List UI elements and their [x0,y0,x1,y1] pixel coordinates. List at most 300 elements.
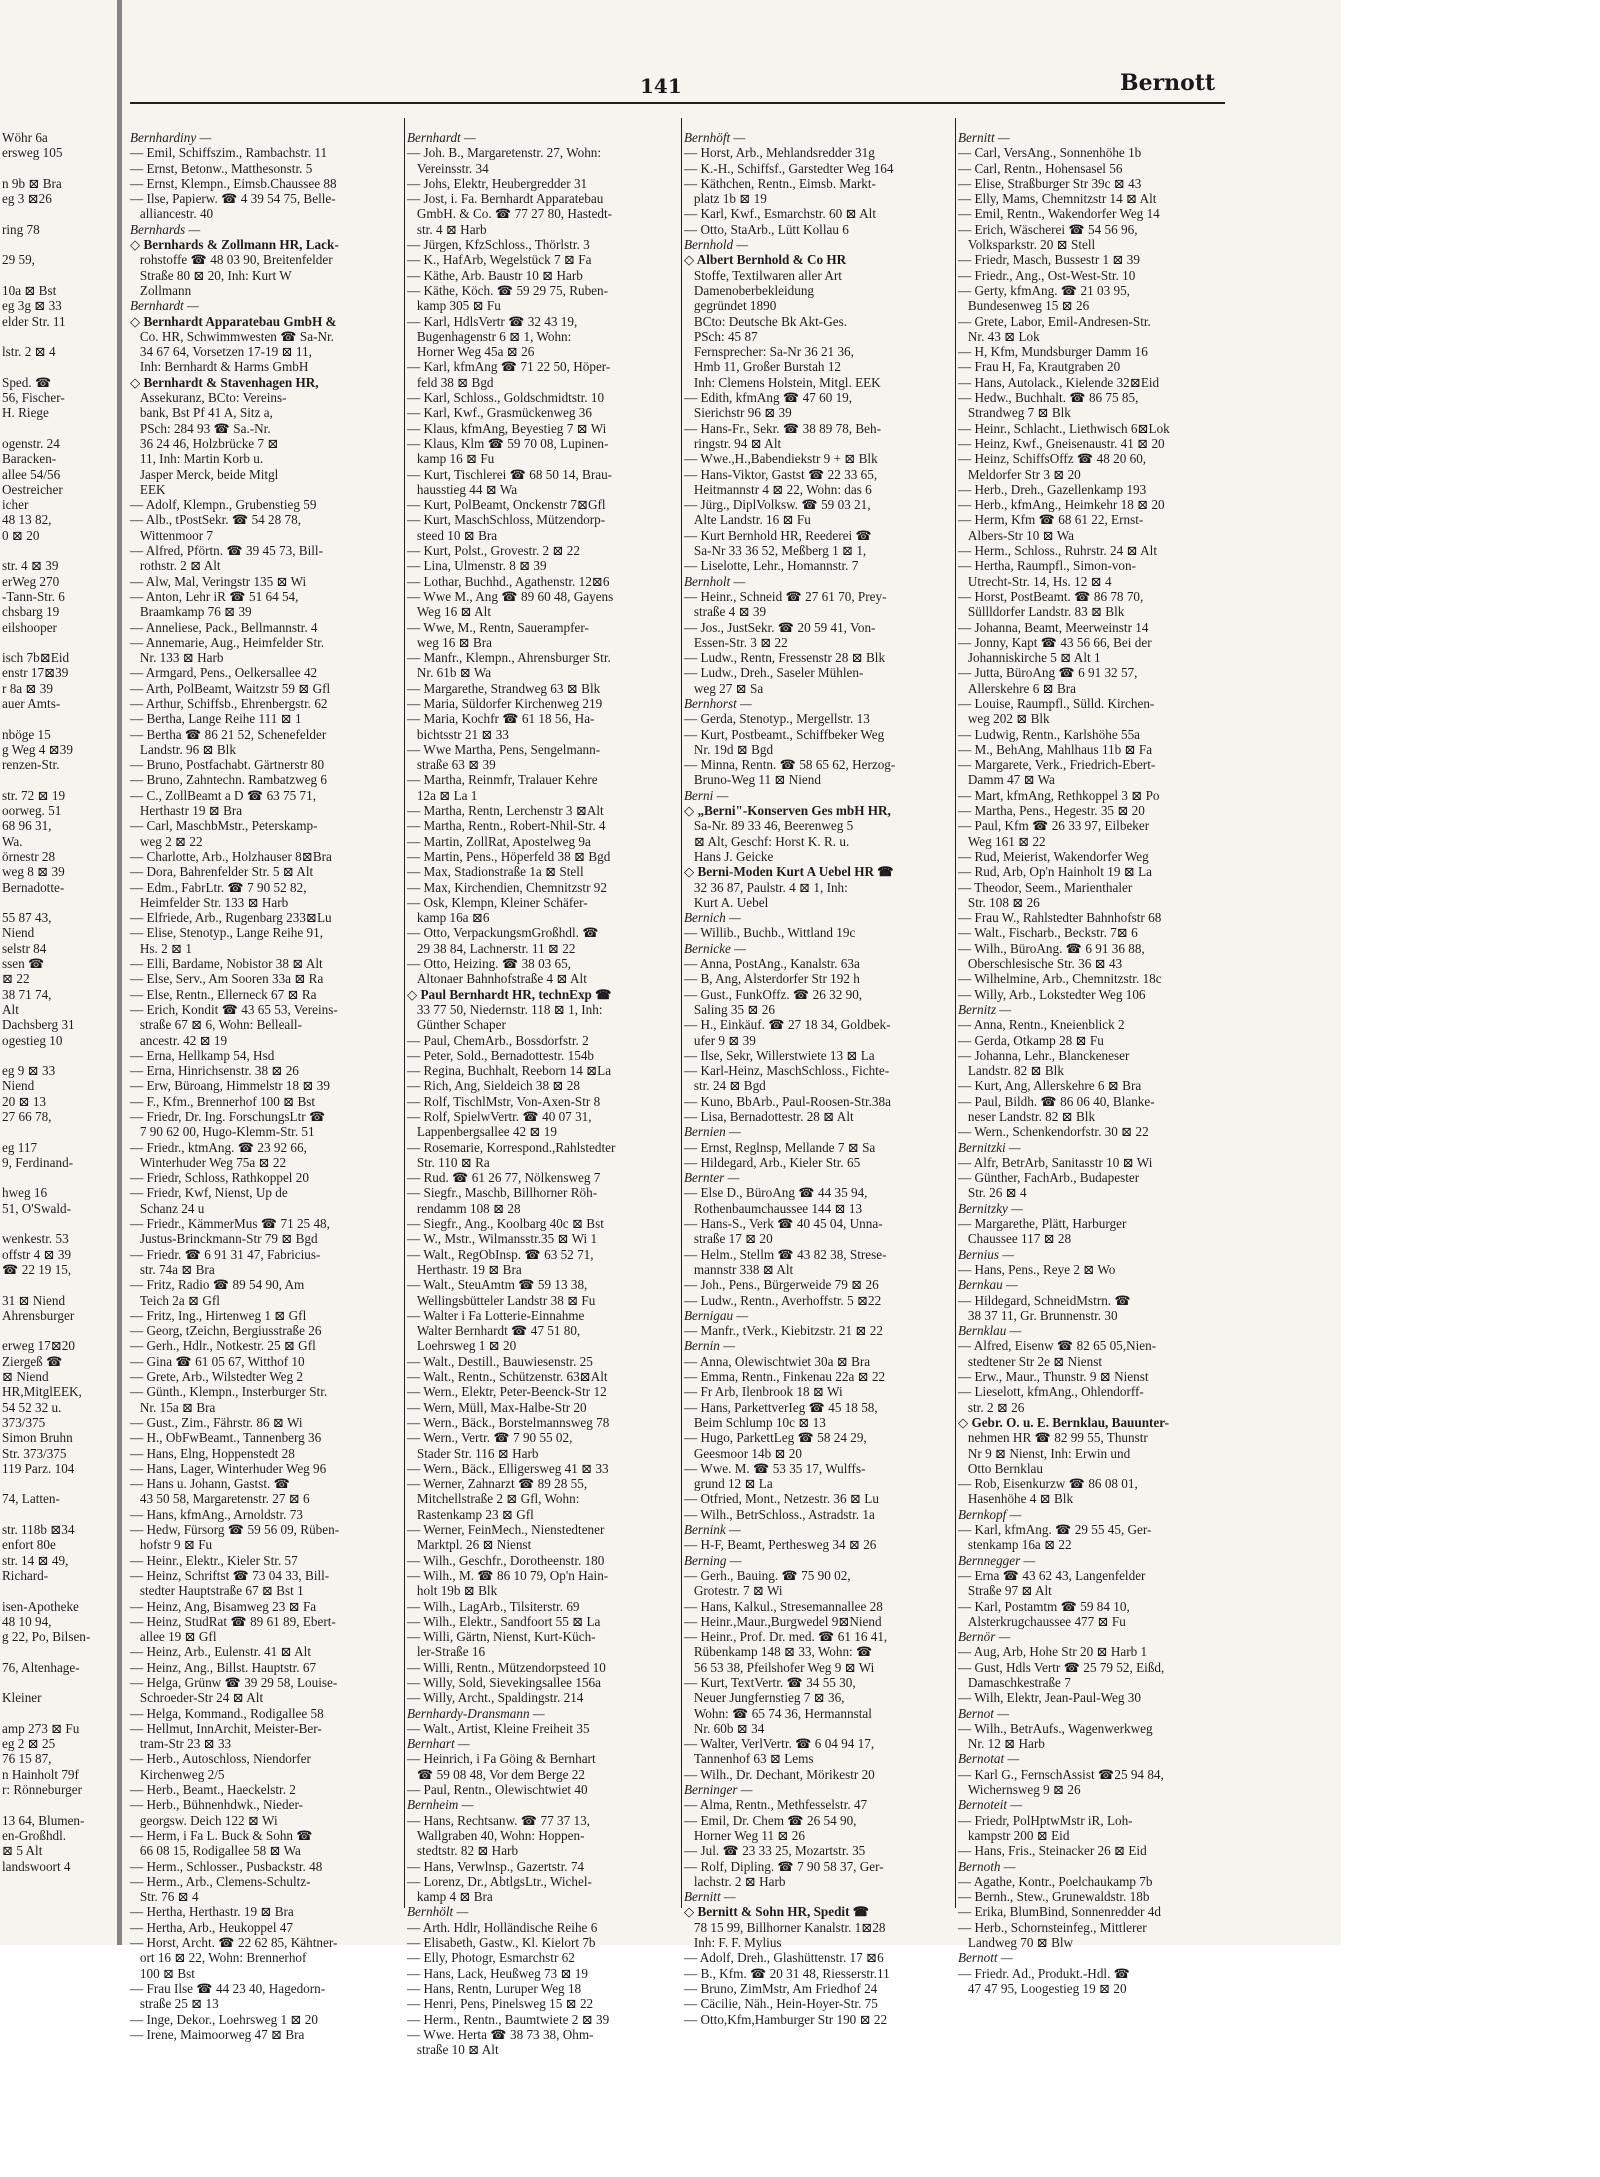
directory-line: Landstr. 82 ⊠ Blk [958,1063,1064,1079]
directory-line: — Theodor, Seem., Marienthaler [958,879,1133,895]
directory-line: Nr. 133 ⊠ Harb [130,650,224,666]
directory-line: hofstr 9 ⊠ Fu [130,1537,213,1553]
directory-line: — Martha, Reinmfr, Tralauer Kehre [407,772,598,788]
directory-line: — Walt., Artist, Kleine Freiheit 35 [407,1720,590,1736]
directory-line: — Anna, PostAng., Kanalstr. 63a [684,956,860,972]
directory-line: — Lothar, Buchhd., Agathenstr. 12⊠6 [407,573,610,589]
directory-line: Bernkau — [958,1277,1018,1293]
directory-line: ◇ Bernitt & Sohn HR, Spedit ☎ [684,1904,870,1920]
directory-line: r 8a ⊠ 39 [2,680,53,696]
directory-line: — Lisa, Bernadottestr. 28 ⊠ Alt [684,1109,854,1124]
directory-line: — Adolf, Klempn., Grubenstieg 59 [130,497,317,513]
directory-line: — Karl, kfmAng. ☎ 29 55 45, Ger- [958,1522,1152,1538]
directory-line: ◇ Bernhards & Zollmann HR, Lack- [130,237,339,253]
directory-line: 34 67 64, Vorsetzen 17-19 ⊠ 11, [130,344,312,360]
directory-line: Geesmoor 14b ⊠ 20 [684,1445,802,1461]
directory-line: stedtstr. 82 ⊠ Harb [407,1843,519,1859]
directory-line: — Johanna, Beamt, Meerweinstr 14 [958,619,1149,635]
directory-line: — Bruno, Zahntechn. Rambatzweg 6 [130,772,328,788]
directory-line: — Jürg., DiplVolksw. ☎ 59 03 21, [684,497,871,513]
directory-line: — Hertha, Herthastr. 19 ⊠ Bra [130,1904,294,1920]
directory-line: Bernkopf — [958,1506,1022,1522]
directory-line: Schroeder-Str 24 ⊠ Alt [130,1690,264,1706]
directory-line [2,895,117,910]
directory-line: — Rolf, TischlMstr, Von-Axen-Str 8 [407,1093,601,1109]
directory-line: — Charlotte, Arb., Holzhauser 8⊠Bra [130,848,332,864]
directory-line: — Anna, Rentn., Kneienblick 2 [958,1017,1125,1033]
directory-line: — Walt., Fischarb., Beckstr. 7⊠ 6 [958,925,1138,941]
directory-line: — Hans, Kalkul., Stresemannallee 28 [684,1598,883,1614]
directory-line: weg 16 ⊠ Bra [407,634,493,650]
directory-line: str. 4 ⊠ 39 [2,558,59,574]
directory-line: — Liselotte, Lehr., Homannstr. 7 [684,558,859,574]
directory-line: — Walt., RegObInsp. ☎ 63 52 71, [407,1246,594,1262]
directory-line: weg 8 ⊠ 39 [2,864,65,880]
directory-line: neser Landstr. 82 ⊠ Blk [958,1109,1096,1124]
directory-line: hausstieg 44 ⊠ Wa [407,481,518,497]
directory-line: ☎ 22 19 15, [2,1261,72,1277]
directory-line: Strandweg 7 ⊠ Blk [958,405,1071,421]
directory-line: — Karl-Heinz, MaschSchloss., Fichte- [684,1063,890,1079]
directory-line: Niend [2,1078,35,1094]
directory-line: Bernhardiny — [130,130,212,145]
directory-line: — Inge, Dekor., Loehrsweg 1 ⊠ 20 [130,2011,318,2027]
directory-line: ◇ Albert Bernhold & Co HR [684,252,847,268]
directory-line: 29 38 84, Lachnerstr. 11 ⊠ 22 [407,940,576,956]
directory-line: — Wwe.,H.,Babendiekstr 9 + ⊠ Blk [684,451,878,467]
directory-line: — Heinr., Schneid ☎ 27 61 70, Prey- [684,588,887,604]
directory-line: — Lorenz, Dr., AbtlgsLtr., Wichel- [407,1873,592,1889]
directory-line: — Friedr., KämmerMus ☎ 71 25 48, [130,1216,330,1232]
directory-line: — Wern, Müll, Max-Halbe-Str 20 [407,1399,587,1415]
directory-line: — Herb., Dreh., Gazellenkamp 193 [958,481,1147,497]
directory-line: — Aug, Arb, Hohe Str 20 ⊠ Harb 1 [958,1644,1148,1660]
directory-line: r: Rönneburger [2,1782,82,1798]
directory-line: — Adolf, Dreh., Glashüttenstr. 17 ⊠6 [684,1950,884,1966]
directory-line: — Friedr, Masch, Bussestr 1 ⊠ 39 [958,252,1140,268]
directory-line: — Ernst, Reglnsp, Mellande 7 ⊠ Sa [684,1139,876,1155]
directory-line [2,161,117,176]
directory-line: — H, Kfm, Mundsburger Damm 16 [958,344,1148,360]
directory-line: — Otto, Heizing. ☎ 38 03 65, [407,956,572,972]
directory-line: Straße 97 ⊠ Alt [958,1583,1052,1599]
directory-line: — Heinr., Elektr., Kieler Str. 57 [130,1552,298,1568]
directory-line: — Günth., Klempn., Insterburger Str. [130,1384,328,1400]
directory-line: Bernör — [958,1629,1011,1645]
directory-line: — Maria, Kochfr ☎ 61 18 56, Ha- [407,711,595,727]
directory-line: — Elise, Stenotyp., Lange Reihe 91, [130,925,324,941]
directory-line: — Herb., Bühnenhdwk., Nieder- [130,1797,303,1813]
directory-line: — Wilh., Dr. Dechant, Mörikestr 20 [684,1766,875,1782]
directory-line: — Wern., Elektr, Peter-Beenck-Str 12 [407,1384,607,1400]
directory-line: — Wilh, Elektr, Jean-Paul-Weg 30 [958,1690,1141,1706]
directory-line: — Horst, PostBeamt. ☎ 86 78 70, [958,588,1144,604]
directory-line: — Gust., Zim., Fährstr. 86 ⊠ Wi [130,1414,303,1430]
directory-line: — Hans, Elng, Hoppenstedt 28 [130,1445,295,1461]
directory-line: ⊠ 22 [2,971,30,987]
directory-line [2,329,117,344]
directory-line: — Erw., Maur., Thunstr. 9 ⊠ Nienst [958,1369,1149,1385]
directory-line: kampstr 200 ⊠ Eid [958,1827,1070,1843]
directory-line: — Kurt, PolBeamt, Onckenstr 7⊠Gfl [407,497,606,513]
directory-line: n 9b ⊠ Bra [2,175,62,191]
directory-line: — Wwe Martha, Pens, Sengelmann- [407,741,601,757]
directory-line: enfort 80e [2,1537,56,1553]
directory-line: — Alw, Mal, Veringstr 135 ⊠ Wi [130,573,307,589]
directory-line: — Wern., Schenkendorfstr. 30 ⊠ 22 [958,1124,1149,1140]
directory-line: — Georg, tZeichn, Bergiusstraße 26 [130,1323,322,1339]
directory-line: — Hans, Rechtsanw. ☎ 77 37 13, [407,1812,590,1828]
directory-line: lstr. 2 ⊠ 4 [2,344,56,360]
directory-line: Altonaer Bahnhofstraße 4 ⊠ Alt [407,971,587,987]
directory-line: 66 08 15, Rodigallee 58 ⊠ Wa [130,1843,301,1859]
directory-line: holt 19b ⊠ Blk [407,1583,498,1599]
directory-line: allee 19 ⊠ Gfl [130,1629,217,1645]
directory-line: Damaschkestraße 7 [958,1674,1071,1690]
directory-line: — Paul, Bildh. ☎ 86 06 40, Blanke- [958,1093,1155,1109]
directory-line: ◇ Berni-Moden Kurt A Uebel HR ☎ [684,864,894,880]
directory-line: Bundesenweg 15 ⊠ 26 [958,298,1090,314]
directory-line: — Wwe. M. ☎ 53 35 17, Wulffs- [684,1460,866,1476]
directory-line: Oberschlesische Str. 36 ⊠ 43 [958,956,1123,972]
directory-line: — Helga, Kommand., Rodigallee 58 [130,1705,324,1721]
directory-line: — Elise, Straßburger Str 39c ⊠ 43 [958,175,1142,191]
directory-line: Bernhardt — [407,130,476,145]
directory-line: -Tann-Str. 6 [2,588,65,604]
directory-line: Bernott — [958,1950,1013,1966]
directory-line: Heitmannstr 4 ⊠ 22, Wohn: das 6 [684,481,872,497]
directory-line: — Walt., Destill., Bauwiesenstr. 25 [407,1353,593,1369]
directory-line: nböge 15 [2,726,51,742]
directory-line [2,1644,117,1659]
previous-page-edge [117,0,122,1945]
directory-line: ◇ Paul Bernhardt HR, technExp ☎ [407,986,612,1002]
directory-line: — Friedr, PolHptwMstr iR, Loh- [958,1812,1133,1828]
directory-line: kamp 16 ⊠ Fu [407,451,495,467]
directory-line: ersweg 105 [2,145,63,161]
directory-line: eg 9 ⊠ 33 [2,1063,56,1079]
directory-line: 12a ⊠ La 1 [407,787,478,803]
directory-line: H. Riege [2,405,49,421]
directory-line: Bernhardt — [130,298,199,314]
directory-line: — Walt., Rentn., Schützenstr. 63⊠Alt [407,1369,608,1385]
header-rule [130,102,1225,104]
directory-line: — Kuno, BbArb., Paul-Roosen-Str.38a [684,1093,891,1109]
directory-line: — Hans u. Johann, Gastst. ☎ [130,1476,291,1492]
directory-line: — Rolf, Dipling. ☎ 7 90 58 37, Ger- [684,1858,884,1874]
directory-line: — Wwe, M., Rentn, Sauerampfer- [407,619,589,635]
directory-line: — Karl, Postamtm ☎ 59 84 10, [958,1598,1130,1614]
directory-line: Bernitt — [684,1889,736,1905]
directory-line: Berning — [684,1552,742,1568]
directory-line: — Paul, Rentn., Olewischtwiet 40 [407,1782,588,1798]
directory-line: Mitchellstraße 2 ⊠ Gfl, Wohn: [407,1491,580,1507]
directory-line: — Friedr., Ang., Ost-West-Str. 10 [958,267,1136,283]
directory-line: straße 63 ⊠ 39 [407,757,496,773]
directory-line: Co. HR, Schwimmwesten ☎ Sa-Nr. [130,328,334,344]
directory-line: — Wilh., Geschfr., Dorotheenstr. 180 [407,1552,605,1568]
directory-line: Horner Weg 45a ⊠ 26 [407,344,535,360]
directory-line: — Hertha, Raumpfl., Simon-von- [958,558,1137,574]
directory-line: kamp 4 ⊠ Bra [407,1889,493,1905]
directory-line: Wallgraben 40, Wohn: Hoppen- [407,1827,585,1843]
directory-line: — Irene, Maimoorweg 47 ⊠ Bra [130,2026,305,2042]
directory-line: — Martin, ZollRat, Apostelweg 9a [407,833,591,849]
directory-line: Weg 16 ⊠ Alt [407,604,491,620]
directory-line: amp 273 ⊠ Fu [2,1720,80,1736]
directory-line: Str. 373/375 [2,1445,67,1461]
directory-line: platz 1b ⊠ 19 [684,191,767,207]
directory-line: Baracken- [2,451,57,467]
directory-line: Saling 35 ⊠ 26 [684,1001,775,1017]
directory-line: — Wern., Bäck., Borstelmannsweg 78 [407,1414,610,1430]
directory-line: — Ilse, Sekr, Willerstwiete 13 ⊠ La [684,1047,875,1063]
directory-line: 38 71 74, [2,986,52,1002]
directory-line: — Minna, Rentn. ☎ 58 65 62, Herzog- [684,757,896,773]
directory-line: — Heinz, SchiffsOffz ☎ 48 20 60, [958,451,1147,467]
directory-line: — Ilse, Papierw. ☎ 4 39 54 75, Belle- [130,191,336,207]
directory-line: — Siegfr., Maschb, Billhorner Röh- [407,1185,598,1201]
directory-line: icher [2,497,29,513]
directory-line: Wittenmoor 7 [130,527,213,543]
directory-line: — Otto, StaArb., Lütt Kollau 6 [684,221,849,237]
directory-line: — Wern., Bäck., Elligersweg 41 ⊠ 33 [407,1460,609,1476]
directory-line: — Arthur, Schiffsb., Ehrenbergstr. 62 [130,695,328,711]
directory-line: Marktpl. 26 ⊠ Nienst [407,1537,532,1553]
directory-line: Teich 2a ⊠ Gfl [130,1292,220,1308]
directory-line: — Rud, Arb, Op'n Hainholt 19 ⊠ La [958,864,1153,880]
directory-line: — Willi, Gärtn, Nienst, Kurt-Küch- [407,1629,596,1645]
directory-line: Bernhorst — [684,695,752,711]
directory-line: Bernien — [684,1124,741,1140]
directory-line: straße 4 ⊠ 39 [684,604,767,620]
directory-line: Bernhart — [407,1736,470,1752]
directory-line: — Maria, Süldorfer Kirchenweg 219 [407,695,603,711]
directory-line: 33 77 50, Niedernstr. 118 ⊠ 1, Inh: [407,1001,603,1017]
directory-line: 9, Ferdinand- [2,1154,74,1170]
directory-line: straße 67 ⊠ 6, Wohn: Belleall- [130,1017,302,1033]
directory-line: — Wilh., Elektr., Sandfoort 55 ⊠ La [407,1613,601,1629]
directory-line: 47 47 95, Loogestieg 19 ⊠ 20 [958,1980,1127,1996]
directory-line: Essen-Str. 3 ⊠ 22 [684,634,788,650]
directory-line: Bernot — [958,1705,1009,1721]
directory-line: — Erw, Büroang, Himmelstr 18 ⊠ 39 [130,1078,330,1094]
directory-line: — Herm., Schlosser., Pusbackstr. 48 [130,1858,323,1874]
directory-line: EEK [130,481,166,497]
directory-line: chsbarg 19 [2,604,60,620]
directory-line: 56 53 38, Pfeilshofer Weg 9 ⊠ Wi [684,1659,875,1675]
directory-line [2,1797,117,1812]
directory-line: str. 4 ⊠ Harb [407,221,487,237]
directory-line: — C., ZollBeamt a D ☎ 63 75 71, [130,787,317,803]
directory-line: ⊠ Niend [2,1369,49,1385]
directory-line: — Cäcilie, Näh., Hein-Hoyer-Str. 75 [684,1996,878,2012]
directory-line: — Elli, Bardame, Nobistor 38 ⊠ Alt [130,956,323,972]
directory-line: — Martha, Rentn., Robert-Nhil-Str. 4 [407,818,606,834]
directory-line: — Ernst, Klempn., Eimsb.Chaussee 88 [130,175,337,191]
directory-line: — Elisabeth, Gastw., Kl. Kielort 7b [407,1935,596,1951]
page-number: 141 [640,74,682,98]
directory-line [2,1507,117,1522]
directory-line: Straße 80 ⊠ 20, Inh: Kurt W [130,267,292,283]
directory-line: 68 96 31, [2,818,52,834]
directory-line [2,635,117,650]
directory-line: — Heinz, Ang, Bisamweg 23 ⊠ Fa [130,1598,317,1614]
directory-line: — Friedr., ktmAng. ☎ 23 92 66, [130,1139,307,1155]
directory-line: lachstr. 2 ⊠ Harb [684,1873,786,1889]
directory-line: rendamm 108 ⊠ 28 [407,1200,521,1216]
directory-line: — Emma, Rentn., Finkenau 22a ⊠ 22 [684,1369,886,1385]
directory-line: — Margarete, Verk., Friedrich-Ebert- [958,757,1156,773]
directory-line: kamp 305 ⊠ Fu [407,298,501,314]
directory-line: weg 202 ⊠ Blk [958,711,1050,727]
column-divider [404,118,405,1908]
directory-line: eg 3g ⊠ 33 [2,298,62,314]
directory-line: — Käthe, Arb. Baustr 10 ⊠ Harb [407,267,583,283]
directory-line [2,543,117,558]
directory-line: Alt [2,1001,19,1017]
directory-line: — Herm, i Fa L. Buck & Sohn ☎ [130,1827,313,1843]
directory-line: Hmb 11, Großer Burstah 12 [684,359,842,375]
directory-line: — Hans, Verwlnsp., Gazertstr. 74 [407,1858,585,1874]
directory-line: — Kurt, Postbeamt., Schiffbeker Weg [684,726,885,742]
directory-line: Bernigau — [684,1307,749,1323]
directory-line: — Carl, VersAng., Sonnenhöhe 1b [958,145,1142,161]
directory-column-3 [684,130,956,2027]
directory-line: — Annemarie, Aug., Heimfelder Str. [130,634,325,650]
directory-line: örnestr 28 [2,848,56,864]
directory-line: — Carl, Rentn., Hohensasel 56 [958,160,1123,176]
directory-line: georgsw. Deich 122 ⊠ Wi [130,1812,278,1828]
directory-line: g 22, Po, Bilsen- [2,1629,91,1645]
directory-line: 20 ⊠ 13 [2,1093,47,1109]
directory-line: ufer 9 ⊠ 39 [684,1032,756,1048]
directory-line: Ahrensburger [2,1307,75,1323]
directory-line: Kleiner [2,1690,42,1706]
directory-line: Wohn: ☎ 65 74 36, Hermannstal [684,1705,872,1721]
directory-line: Bernhards — [130,221,201,237]
directory-line: Herthastr 19 ⊠ Bra [130,803,243,819]
directory-line: — Willi, Rentn., Mützendorpsteed 10 [407,1659,606,1675]
directory-line: — Hertha, Arb., Heukoppel 47 [130,1919,293,1935]
directory-line: — Jutta, BüroAng ☎ 6 91 32 57, [958,665,1138,681]
directory-line: — Herb., Autoschloss, Niendorfer [130,1751,311,1767]
directory-line: — Wilh., BüroAng. ☎ 6 91 36 88, [958,940,1145,956]
directory-line: — Carl, MaschbMstr., Peterskamp- [130,818,318,834]
directory-line: 48 13 82, [2,512,52,528]
directory-line: — Kurt, MaschSchloss, Mützendorp- [407,512,606,528]
directory-line: Bernotat — [958,1751,1020,1767]
directory-line: Walter Bernhardt ☎ 47 51 80, [407,1323,581,1339]
directory-line: Neuer Jungfernstieg 7 ⊠ 36, [684,1690,845,1706]
directory-line: Oestreicher [2,481,63,497]
directory-line: — Wilh., BetrSchloss., Astradstr. 1a [684,1506,875,1522]
directory-line: — Rolf, SpielwVertr. ☎ 40 07 31, [407,1109,592,1124]
directory-line: — Gust, Hdls Vertr ☎ 25 79 52, Eißd, [958,1659,1165,1675]
directory-line: bichtsstr 21 ⊠ 33 [407,726,509,742]
directory-line: — Frau Ilse ☎ 44 23 40, Hagedorn- [130,1980,326,1996]
directory-line: bank, Bst Pf 41 A, Sitz a, [130,405,273,421]
directory-line: Nr. 12 ⊠ Harb [958,1736,1045,1752]
directory-line [2,1476,117,1491]
directory-line: — Karl, HdlsVertr ☎ 32 43 19, [407,313,578,329]
directory-line: — H., Einkäuf. ☎ 27 18 34, Goldbek- [684,1017,891,1033]
directory-line: Bernitz — [958,1001,1012,1017]
directory-line: — Willy, Archt., Spaldingstr. 214 [407,1690,584,1706]
directory-line: — Alfred, Eisenw ☎ 82 65 05,Nien- [958,1338,1157,1354]
directory-line: stedtener Str 2e ⊠ Nienst [958,1353,1102,1369]
directory-line: — Joh. B., Margaretenstr. 27, Wohn: [407,145,602,161]
directory-line: Rothenbaumchaussee 144 ⊠ 13 [684,1200,863,1216]
directory-line: g Weg 4 ⊠39 [2,741,73,757]
directory-line: — Herm, Kfm ☎ 68 61 22, Ernst- [958,512,1144,528]
directory-line: Berninger — [684,1782,753,1798]
directory-line: — Edm., FabrLtr. ☎ 7 90 52 82, [130,879,307,895]
directory-line: — Käthe, Köch. ☎ 59 29 75, Ruben- [407,282,609,298]
directory-line [2,359,117,374]
directory-line: Volksparkstr. 20 ⊠ Stell [958,237,1096,253]
directory-line: Bernhardy-Dransmann — [407,1705,545,1721]
directory-line: Bernnegger — [958,1552,1036,1568]
directory-line: straße 17 ⊠ 20 [684,1231,773,1247]
directory-line: — Hans-Viktor, Gastst ☎ 22 33 65, [684,466,878,482]
directory-line: 11, Inh: Martin Korb u. [130,451,264,467]
directory-line: Herthastr. 19 ⊠ Bra [407,1261,522,1277]
directory-line: — Erna, Hinrichsenstr. 38 ⊠ 26 [130,1063,299,1079]
directory-line: grund 12 ⊠ La [684,1476,773,1492]
directory-line: ◇ Gebr. O. u. E. Bernklau, Bauunter- [958,1414,1170,1430]
directory-line: — Ludw., Rentn, Fressenstr 28 ⊠ Blk [684,650,886,666]
directory-line: — Gerty, kfmAng. ☎ 21 03 95, [958,282,1130,298]
directory-line: 55 87 43, [2,910,52,926]
directory-line: Jasper Merck, beide Mitgl [130,466,279,482]
directory-line: 38 37 11, Gr. Brunnenstr. 30 [958,1307,1118,1323]
directory-line: Justus-Brinckmann-Str 79 ⊠ Bgd [130,1231,318,1247]
directory-line: — Alb., tPostSekr. ☎ 54 28 78, [130,512,302,528]
directory-line: — Rud, Meierist, Wakendorfer Weg [958,848,1149,864]
directory-line: Johanniskirche 5 ⊠ Alt 1 [958,650,1101,666]
directory-line: Nr. 61b ⊠ Wa [407,665,492,681]
directory-line: Sa-Nr. 89 33 46, Beerenweg 5 [684,818,854,834]
directory-line: — Lina, Ulmenstr. 8 ⊠ 39 [407,558,547,574]
directory-line: — Helm., Stellm ☎ 43 82 38, Strese- [684,1246,887,1262]
directory-line: straße 10 ⊠ Alt [407,2042,499,2058]
directory-line: Alte Landstr. 16 ⊠ Fu [684,512,811,528]
directory-line: HR,MitglEEK, [2,1384,82,1400]
directory-line: selstr 84 [2,940,47,956]
directory-line [2,1277,117,1292]
directory-line: Hasenhöhe 4 ⊠ Blk [958,1491,1074,1507]
directory-line [2,1706,117,1721]
directory-line: — Erich, Kondit ☎ 43 65 53, Vereins- [130,1001,338,1017]
directory-line: — Peter, Sold., Bernadottestr. 154b [407,1047,595,1063]
directory-line: Bernicke — [684,940,746,956]
directory-line: — Friedr, Dr. Ing. ForschungsLtr ☎ [130,1109,326,1124]
directory-line: — Friedr, Schloss, Rathkoppel 20 [130,1170,309,1186]
directory-line: — Anton, Lehr iR ☎ 51 64 54, [130,588,299,604]
directory-line: GmbH. & Co. ☎ 77 27 80, Hastedt- [407,206,613,222]
directory-line: — Herb., kfmAng., Heimkehr 18 ⊠ 20 [958,497,1165,513]
directory-line: Nr. 43 ⊠ Lok [958,328,1040,344]
directory-line: — Walt., SteuAmtm ☎ 59 13 38, [407,1277,588,1293]
directory-line: — Gina ☎ 61 05 67, Witthof 10 [130,1353,305,1369]
directory-line [2,206,117,221]
directory-line: — Jul. ☎ 23 33 25, Mozartstr. 35 [684,1843,866,1859]
directory-line: — Karl, Schloss., Goldschmidtstr. 10 [407,390,605,406]
directory-line: — Emil, Rentn., Wakendorfer Weg 14 [958,206,1160,222]
directory-line: oorweg. 51 [2,803,62,819]
directory-line: — Anna, Olewischtwiet 30a ⊠ Bra [684,1353,871,1369]
